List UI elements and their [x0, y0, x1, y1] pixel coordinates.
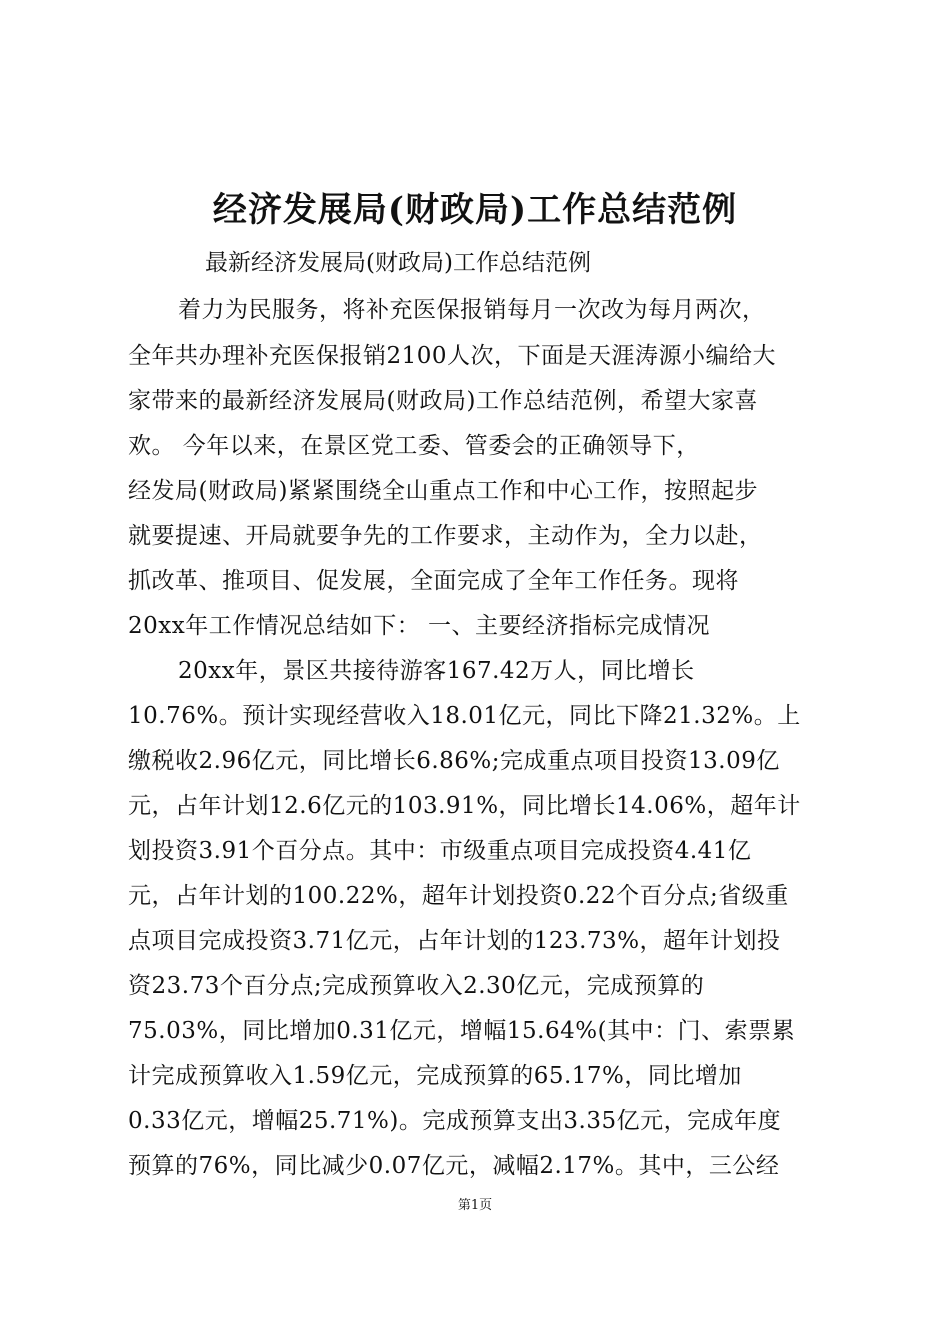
body-line: 元，占年计划12.6亿元的103.91%，同比增长14.06%，超年计	[128, 793, 801, 819]
body-line: 20xx年工作情况总结如下： 一、主要经济指标完成情况	[128, 613, 711, 639]
body-line: 点项目完成投资3.71亿元，占年计划的123.73%，超年计划投	[128, 928, 781, 954]
body-line: 10.76%。预计实现经营收入18.01亿元，同比下降21.32%。上	[128, 703, 801, 729]
body-line: 经发局(财政局)紧紧围绕全山重点工作和中心工作，按照起步	[128, 478, 758, 504]
document-subtitle: 最新经济发展局(财政局)工作总结范例	[205, 250, 591, 276]
body-line: 20xx年，景区共接待游客167.42万人，同比增长	[178, 658, 695, 684]
page-number: 第1页	[457, 1198, 493, 1213]
body-line: 缴税收2.96亿元，同比增长6.86%;完成重点项目投资13.09亿	[128, 748, 780, 774]
body-line: 资23.73个百分点;完成预算收入2.30亿元，完成预算的	[128, 973, 705, 999]
body-line: 着力为民服务，将补充医保报销每月一次改为每月两次，	[178, 297, 766, 323]
body-line: 计完成预算收入1.59亿元，完成预算的65.17%，同比增加	[128, 1063, 742, 1089]
body-line: 元，占年计划的100.22%，超年计划投资0.22个百分点;省级重	[128, 883, 789, 909]
document-title: 经济发展局(财政局)工作总结范例	[212, 190, 738, 230]
body-line: 家带来的最新经济发展局(财政局)工作总结范例，希望大家喜	[128, 388, 758, 414]
body-line: 就要提速、开局就要争先的工作要求，主动作为，全力以赴，	[128, 523, 763, 549]
body-line: 欢。 今年以来，在景区党工委、管委会的正确领导下，	[128, 433, 700, 459]
body-line: 预算的76%，同比减少0.07亿元，减幅2.17%。其中，三公经	[128, 1153, 780, 1179]
body-line: 0.33亿元，增幅25.71%)。完成预算支出3.35亿元，完成年度	[128, 1108, 782, 1134]
body-line: 抓改革、推项目、促发展，全面完成了全年工作任务。现将	[128, 568, 739, 594]
body-line: 全年共办理补充医保报销2100人次，下面是天涯涛源小编给大	[128, 343, 777, 369]
body-line: 75.03%，同比增加0.31亿元，增幅15.64%(其中：门、索票累	[128, 1018, 796, 1044]
body-line: 划投资3.91个百分点。其中：市级重点项目完成投资4.41亿	[128, 838, 752, 864]
